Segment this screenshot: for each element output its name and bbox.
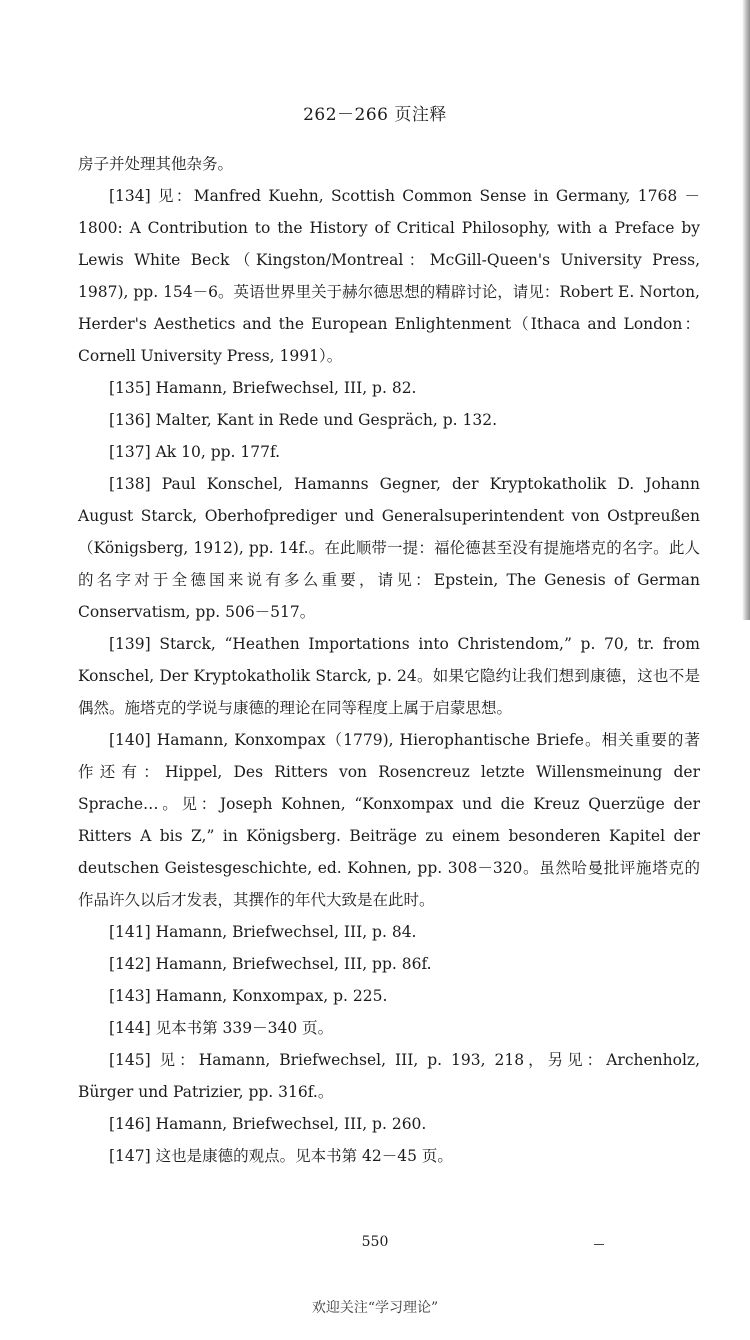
page-header: 262－266 页注释	[303, 105, 447, 125]
note-140: [140] Hamann, Konxompax（1779), Hierophantische Briefe。相关重要的著作还有：Hippel, Des Ritters von Rosencreuz letzte Willensmeinung der Sprache…。见：Joseph Kohnen, “Konxompax und die Kreuz Querzüge der Ritters A bis Z,” in Königsberg. Beiträge zu einem besonderen Kapitel der deutschen Geistesgeschichte, ed. Kohnen, pp. 308－320。虽然哈曼批评施塔克的作品许久以后才发表，其撰作的年代大致是在此时。	[78, 731, 700, 909]
note-continuation: 房子并处理其他杂务。	[78, 155, 234, 173]
note-147: [147] 这也是康德的观点。见本书第 42－45 页。	[109, 1147, 453, 1165]
note-144: [144] 见本书第 339－340 页。	[109, 1019, 334, 1037]
watermark: 欢迎关注“学习理论”	[311, 1300, 439, 1316]
footer-dash	[594, 1244, 604, 1245]
page-number: 550	[361, 1234, 389, 1250]
note-138: [138] Paul Konschel, Hamanns Gegner, der Kryptokatholik D. Johann August Starck, Oberhofprediger und Generalsuperintendent von Ostpreußen（Königsberg, 1912), pp. 14f.。在此顺带一提：福伦德甚至没有提施塔克的名字。此人的名字对于全德国来说有多么重要，请见：Epstein, The Genesis of German Conservatism, pp. 506－517。	[78, 475, 700, 621]
note-141: [141] Hamann, Briefwechsel, III, p. 84.	[109, 923, 417, 941]
note-135: [135] Hamann, Briefwechsel, III, p. 82.	[109, 379, 417, 397]
note-139: [139] Starck, “Heathen Importations into Christendom,” p. 70, tr. from Konschel, Der Kryptokatholik Starck, p. 24。如果它隐约让我们想到康德，这也不是偶然。施塔克的学说与康德的理论在同等程度上属于启蒙思想。	[78, 635, 700, 717]
note-137: [137] Ak 10, pp. 177f.	[109, 443, 281, 461]
note-136: [136] Malter, Kant in Rede und Gespräch, p. 132.	[109, 411, 498, 429]
note-143: [143] Hamann, Konxompax, p. 225.	[109, 987, 388, 1005]
scan-edge-shadow	[742, 0, 750, 620]
note-134: [134] 见：Manfred Kuehn, Scottish Common Sense in Germany, 1768 －1800: A Contribution to the History of Critical Philosophy, with a Preface by Lewis White Beck（Kingston/Montreal：McGill-Queen's University Press, 1987), pp. 154－6。英语世界里关于赫尔德思想的精辟讨论，请见：Robert E. Norton, Herder's Aesthetics and the European Enlightenment（Ithaca and London：Cornell University Press, 1991）。	[78, 187, 700, 365]
note-146: [146] Hamann, Briefwechsel, III, p. 260.	[109, 1115, 427, 1133]
notes-body	[78, 148, 700, 1172]
note-145: [145] 见：Hamann, Briefwechsel, III, p. 193, 218，另见：Archenholz, Bürger und Patrizier, pp. 316f.。	[78, 1051, 700, 1101]
note-142: [142] Hamann, Briefwechsel, III, pp. 86f.	[109, 955, 432, 973]
